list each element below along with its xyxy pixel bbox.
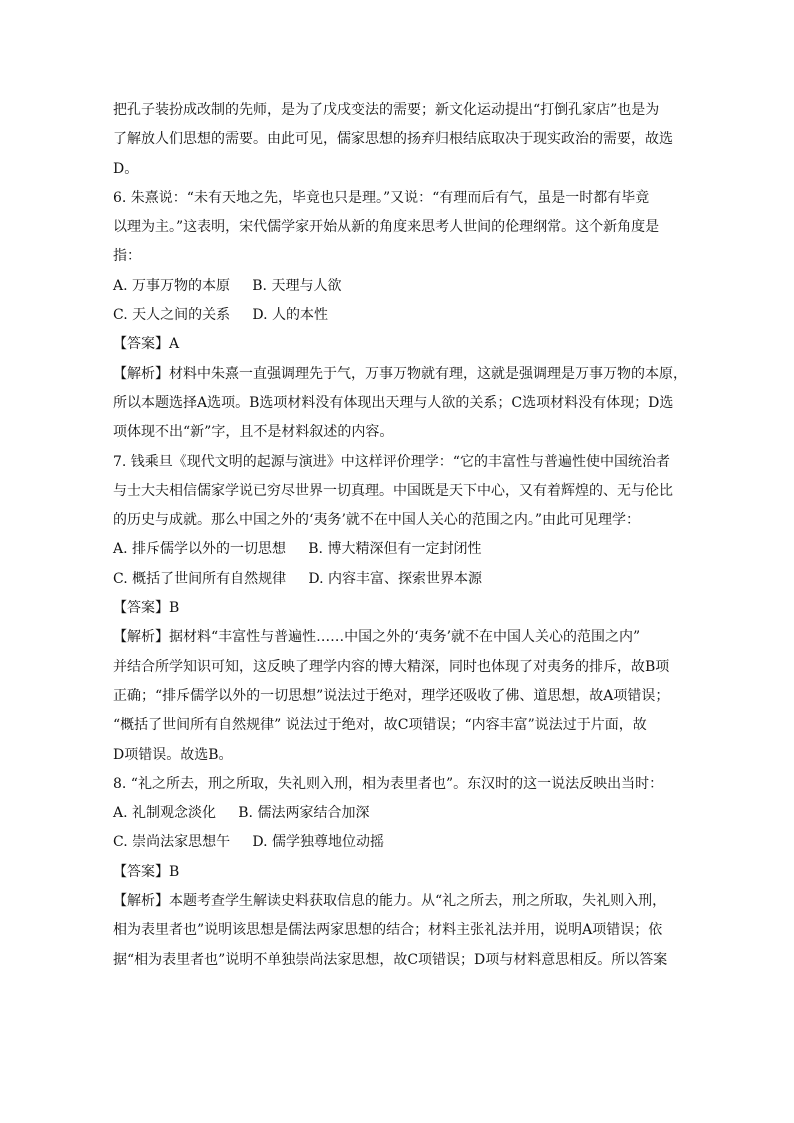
question-8-analysis: 【解析】本题考查学生解读史料获取信息的能力。从“礼之所去，刑之所取，失礼则入刑， (113, 893, 667, 910)
question-7-options-ab: A. 排斥儒学以外的一切思想 B. 博大精深但有一定封闭性 (113, 541, 482, 558)
question-7-analysis: 【解析】据材料“丰富性与普遍性……中国之外的‘夷务’就不在中国人关心的范围之内” (113, 629, 641, 646)
text-line: 项体现不出“新”字，且不是材料叙述的内容。 (113, 424, 394, 441)
text-line: 把孔子装扮成改制的先师，是为了戊戌变法的需要；新文化运动提出“打倒孔家店”也是为 (113, 102, 660, 118)
question-6-options-cd: C. 天人之间的关系 D. 人的本性 (113, 307, 328, 324)
text-line: 以理为主。”这表明，宋代儒学家开始从新的角度来思考人世间的伦理纲常。这个新角度是 (113, 219, 660, 236)
question-6-answer: 【答案】A (113, 336, 180, 353)
text-line: 相为表里者也”说明该思想是儒法两家思想的结合；材料主张礼法并用，说明A项错误；依 (113, 922, 663, 939)
question-7-answer: 【答案】B (113, 600, 180, 617)
question-6-options-ab: A. 万事万物的本原 B. 天理与人欲 (113, 277, 342, 294)
text-line: D项错误。故选B。 (113, 746, 233, 763)
question-8-options-cd: C. 崇尚法家思想午 D. 儒学独尊地位动摇 (113, 834, 384, 851)
text-line: D。 (113, 160, 139, 177)
question-7-options-cd: C. 概括了世间所有自然规律 D. 内容丰富、探索世界本源 (113, 570, 482, 587)
text-line: 与士大夫相信儒家学说已穷尽世界一切真理。中国既是天下中心，又有着辉煌的、无与伦比 (113, 482, 673, 499)
question-8-stem: 8. “礼之所去，刑之所取，失礼则入刑，相为表里者也”。东汉时的这一说法反映出当时： (113, 775, 664, 792)
text-line: 指： (113, 248, 141, 265)
document-page (113, 96, 687, 975)
text-line: 据“相为表里者也”说明不单独崇尚法家思想，故C项错误；D项与材料意思相反。所以答案 (113, 951, 668, 968)
text-line: 并结合所学知识可知，这反映了理学内容的博大精深，同时也体现了对夷务的排斥，故B项 (113, 658, 670, 675)
text-line: 了解放人们思想的需要。由此可见，儒家思想的扬弃归根结底取决于现实政治的需要，故选 (113, 131, 673, 148)
text-line: “概括了世间所有自然规律” 说法过于绝对，故C项错误；“内容丰富”说法过于片面，故 (113, 717, 647, 734)
text-line: 的历史与成就。那么中国之外的‘夷务’就不在中国人关心的范围之内。”由此可见理学： (113, 512, 641, 529)
text-line: 正确；“排斥儒学以外的一切思想”说法过于绝对，理学还吸收了佛、道思想，故A项错误； (113, 687, 670, 704)
question-8-options-ab: A. 礼制观念淡化 B. 儒法两家结合加深 (113, 805, 370, 822)
question-8-answer: 【答案】B (113, 863, 180, 880)
question-6-stem: 6. 朱熹说：“未有天地之先，毕竟也只是理。”又说：“有理而后有气，虽是一时都有毕竟 (113, 189, 650, 206)
text-line: 所以本题选择A选项。B选项材料没有体现出天理与人欲的关系；C选项材料没有体现；D选 (113, 394, 674, 411)
question-6-analysis: 【解析】材料中朱熹一直强调理先于气，万事万物就有理，这就是强调理是万事万物的本原， (113, 365, 687, 382)
question-7-stem: 7. 钱乘旦《现代文明的起源与演进》中这样评价理学：“它的丰富性与普遍性使中国统治者 (113, 453, 670, 470)
